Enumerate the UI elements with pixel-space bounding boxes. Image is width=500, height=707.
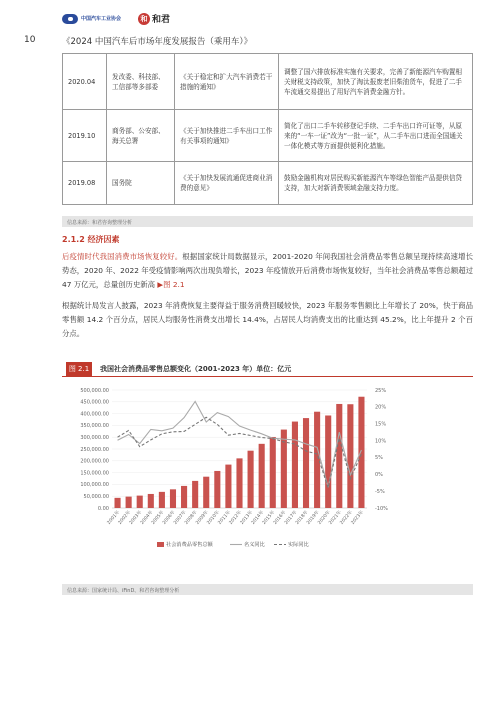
hejun-logo [138, 12, 170, 25]
bar [325, 415, 331, 508]
y-left-tick-label: 100,000.00 [80, 482, 109, 489]
bar [225, 465, 231, 508]
table-source-note: 信息来源：和君咨询整理分析 [62, 216, 473, 227]
table-cell-dept: 发改委、科技部、工信部等多部委 [107, 54, 175, 110]
caam-logo-text: 中国汽车工业协会 [81, 15, 122, 22]
table-row [63, 162, 473, 205]
x-tick-label: 2013年 [239, 510, 255, 526]
y-right-tick-label: 5% [375, 455, 383, 462]
caam-logo-icon [62, 14, 78, 24]
paragraph-lead: 后疫情时代我国消费市场恢复较好。 [62, 252, 183, 261]
bar [292, 422, 298, 508]
x-tick-label: 2012年 [228, 510, 244, 526]
bar [214, 471, 220, 508]
x-tick-label: 2023年 [350, 510, 365, 526]
y-right-tick-label: 15% [375, 421, 387, 428]
x-tick-label: 2021年 [328, 510, 343, 526]
y-left-tick-label: 450,000.00 [80, 399, 109, 406]
bar [347, 404, 353, 508]
y-left-tick-label: 300,000.00 [80, 435, 109, 441]
page-number: 10 [24, 35, 36, 45]
x-tick-label: 2004年 [140, 510, 155, 526]
caam-logo [62, 14, 121, 24]
x-tick-label: 2018年 [295, 510, 310, 526]
x-tick-label: 2016年 [273, 510, 288, 526]
x-tick-label: 2005年 [151, 510, 166, 526]
legend-label-nominal: 名义同比 [244, 542, 265, 548]
x-tick-label: 2017年 [284, 510, 299, 526]
bar [259, 444, 265, 508]
y-right-tick-label: 20% [375, 404, 387, 411]
x-tick-label: 2020年 [317, 510, 332, 526]
figure-source-note: 信息来源：国家统计局、iFinD、和君咨询整理分析 [62, 584, 473, 595]
table-cell-content: 鼓励金融机构对居民购买新能源汽车等绿色智能产品提供信贷支持，加大对新消费领域金融支持力度。 [279, 162, 473, 205]
y-left-tick-label: 250,000.00 [80, 446, 109, 453]
x-tick-label: 2015年 [261, 510, 277, 526]
x-tick-label: 2010年 [206, 510, 221, 526]
y-left-tick-label: 150,000.00 [80, 470, 109, 477]
figure-title: 我国社会消费品零售总额变化（2001-2023 年）单位：亿元 [100, 365, 292, 373]
figure-badge: 图 2.1 [66, 362, 92, 376]
y-left-tick-label: 50,000.00 [83, 494, 109, 500]
bar [281, 430, 287, 508]
body-paragraph-2: 根据统计局发言人披露，2023 年消费恢复主要得益于服务消费回暖较快，2023 年服务零售额比上年增长了 20%，快于商品零售额 14.2 个百分点，居民人均服务性消费支出增长 14.4%，占居民人均消费支出的比重达到 45.2%，比上年提升 2 个百分点。 [62, 301, 473, 338]
figure-reference-link[interactable]: ▶图 2.1 [157, 280, 185, 289]
y-right-tick-label: 0% [375, 472, 383, 479]
bar [248, 451, 254, 508]
bar [358, 397, 364, 508]
y-right-tick-label: -5% [375, 488, 385, 495]
bar [303, 418, 309, 508]
bar [170, 489, 176, 508]
bar [114, 498, 120, 508]
x-tick-label: 2001年 [106, 510, 122, 526]
table-cell-date: 2020.04 [63, 54, 107, 110]
y-right-tick-label: 10% [375, 438, 387, 445]
bar [159, 492, 165, 508]
y-left-tick-label: 400,000.00 [80, 411, 109, 418]
table-cell-date: 2019.10 [63, 110, 107, 162]
body-paragraph-1 [62, 250, 473, 292]
report-title: 《2024 中国汽车后市场年度发展报告（乘用车）》 [62, 37, 253, 47]
bar [148, 494, 154, 508]
section-title: 2.1.2 经济因素 [62, 235, 120, 244]
table-row [63, 54, 473, 110]
bar [314, 412, 320, 508]
y-left-tick-label: 200,000.00 [80, 458, 109, 465]
bar [236, 458, 242, 508]
x-tick-label: 2022年 [339, 510, 354, 526]
y-left-tick-label: 0.00 [97, 505, 109, 512]
x-tick-label: 2009年 [195, 510, 210, 526]
table-cell-doc: 《关于稳定和扩大汽车消费若干措施的通知》 [175, 54, 279, 110]
x-tick-label: 2008年 [184, 510, 199, 526]
x-tick-label: 2002年 [117, 510, 133, 526]
hejun-logo-icon: 和 [138, 13, 150, 25]
table-cell-doc: 《关于加快发展流通促进商业消费的意见》 [175, 162, 279, 205]
table-cell-content: 简化了出口二手车转移登记手续、二手车出口许可证等，从原来的“一车一证”改为“一批一证”，从二手车出口进而全国通关一体化模式等方面提供便利化措施。 [279, 110, 473, 162]
legend-label-real: 实际同比 [288, 542, 309, 548]
bar [336, 404, 342, 508]
bar [203, 477, 209, 508]
table-cell-dept: 国务院 [107, 162, 175, 205]
bar [126, 497, 132, 508]
x-tick-label: 2014年 [250, 510, 266, 526]
table-row [63, 110, 473, 162]
figure-header [62, 361, 473, 377]
y-right-tick-label: -10% [375, 505, 388, 512]
table-cell-content: 调整了国六排放标准实施有关要求，完善了新能源汽车购置相关财税支持政策，加快了淘汰报废老旧柴油货车，促进了二手车流通交易提出了用好汽车消费金融方针。 [279, 54, 473, 110]
bar [137, 496, 143, 508]
hejun-logo-text: 和君 [152, 15, 171, 25]
x-tick-label: 2019年 [306, 510, 321, 526]
bar [181, 486, 187, 508]
paragraph-body: 根据国家统计局数据显示，2001-2020 年间我国社会消费品零售总额呈现持续高速增长势态，2020 年、2022 年受疫情影响两次出现负增长，2023 年疫情放开后消费市场恢复较好，当年社会消费品零售总额超过 47 万亿元，总量创历史新高 [62, 252, 473, 289]
y-left-tick-label: 350,000.00 [80, 423, 109, 430]
legend-label-bar: 社会消费品零售总额 [166, 542, 213, 548]
y-left-tick-label: 500,000.00 [80, 387, 109, 394]
retail-sales-chart [62, 382, 473, 578]
policy-table [62, 53, 473, 205]
table-cell-dept: 商务部、公安部、海关总署 [107, 110, 175, 162]
legend-swatch-bar [157, 542, 164, 547]
x-tick-label: 2011年 [217, 510, 232, 526]
bar [192, 481, 198, 508]
table-cell-doc: 《关于加快推进二手车出口工作有关事项的通知》 [175, 110, 279, 162]
x-tick-label: 2006年 [162, 510, 177, 526]
x-tick-label: 2003年 [128, 510, 144, 526]
y-right-tick-label: 25% [375, 387, 387, 394]
table-cell-date: 2019.08 [63, 162, 107, 205]
x-tick-label: 2007年 [173, 510, 188, 526]
bar [270, 437, 276, 508]
